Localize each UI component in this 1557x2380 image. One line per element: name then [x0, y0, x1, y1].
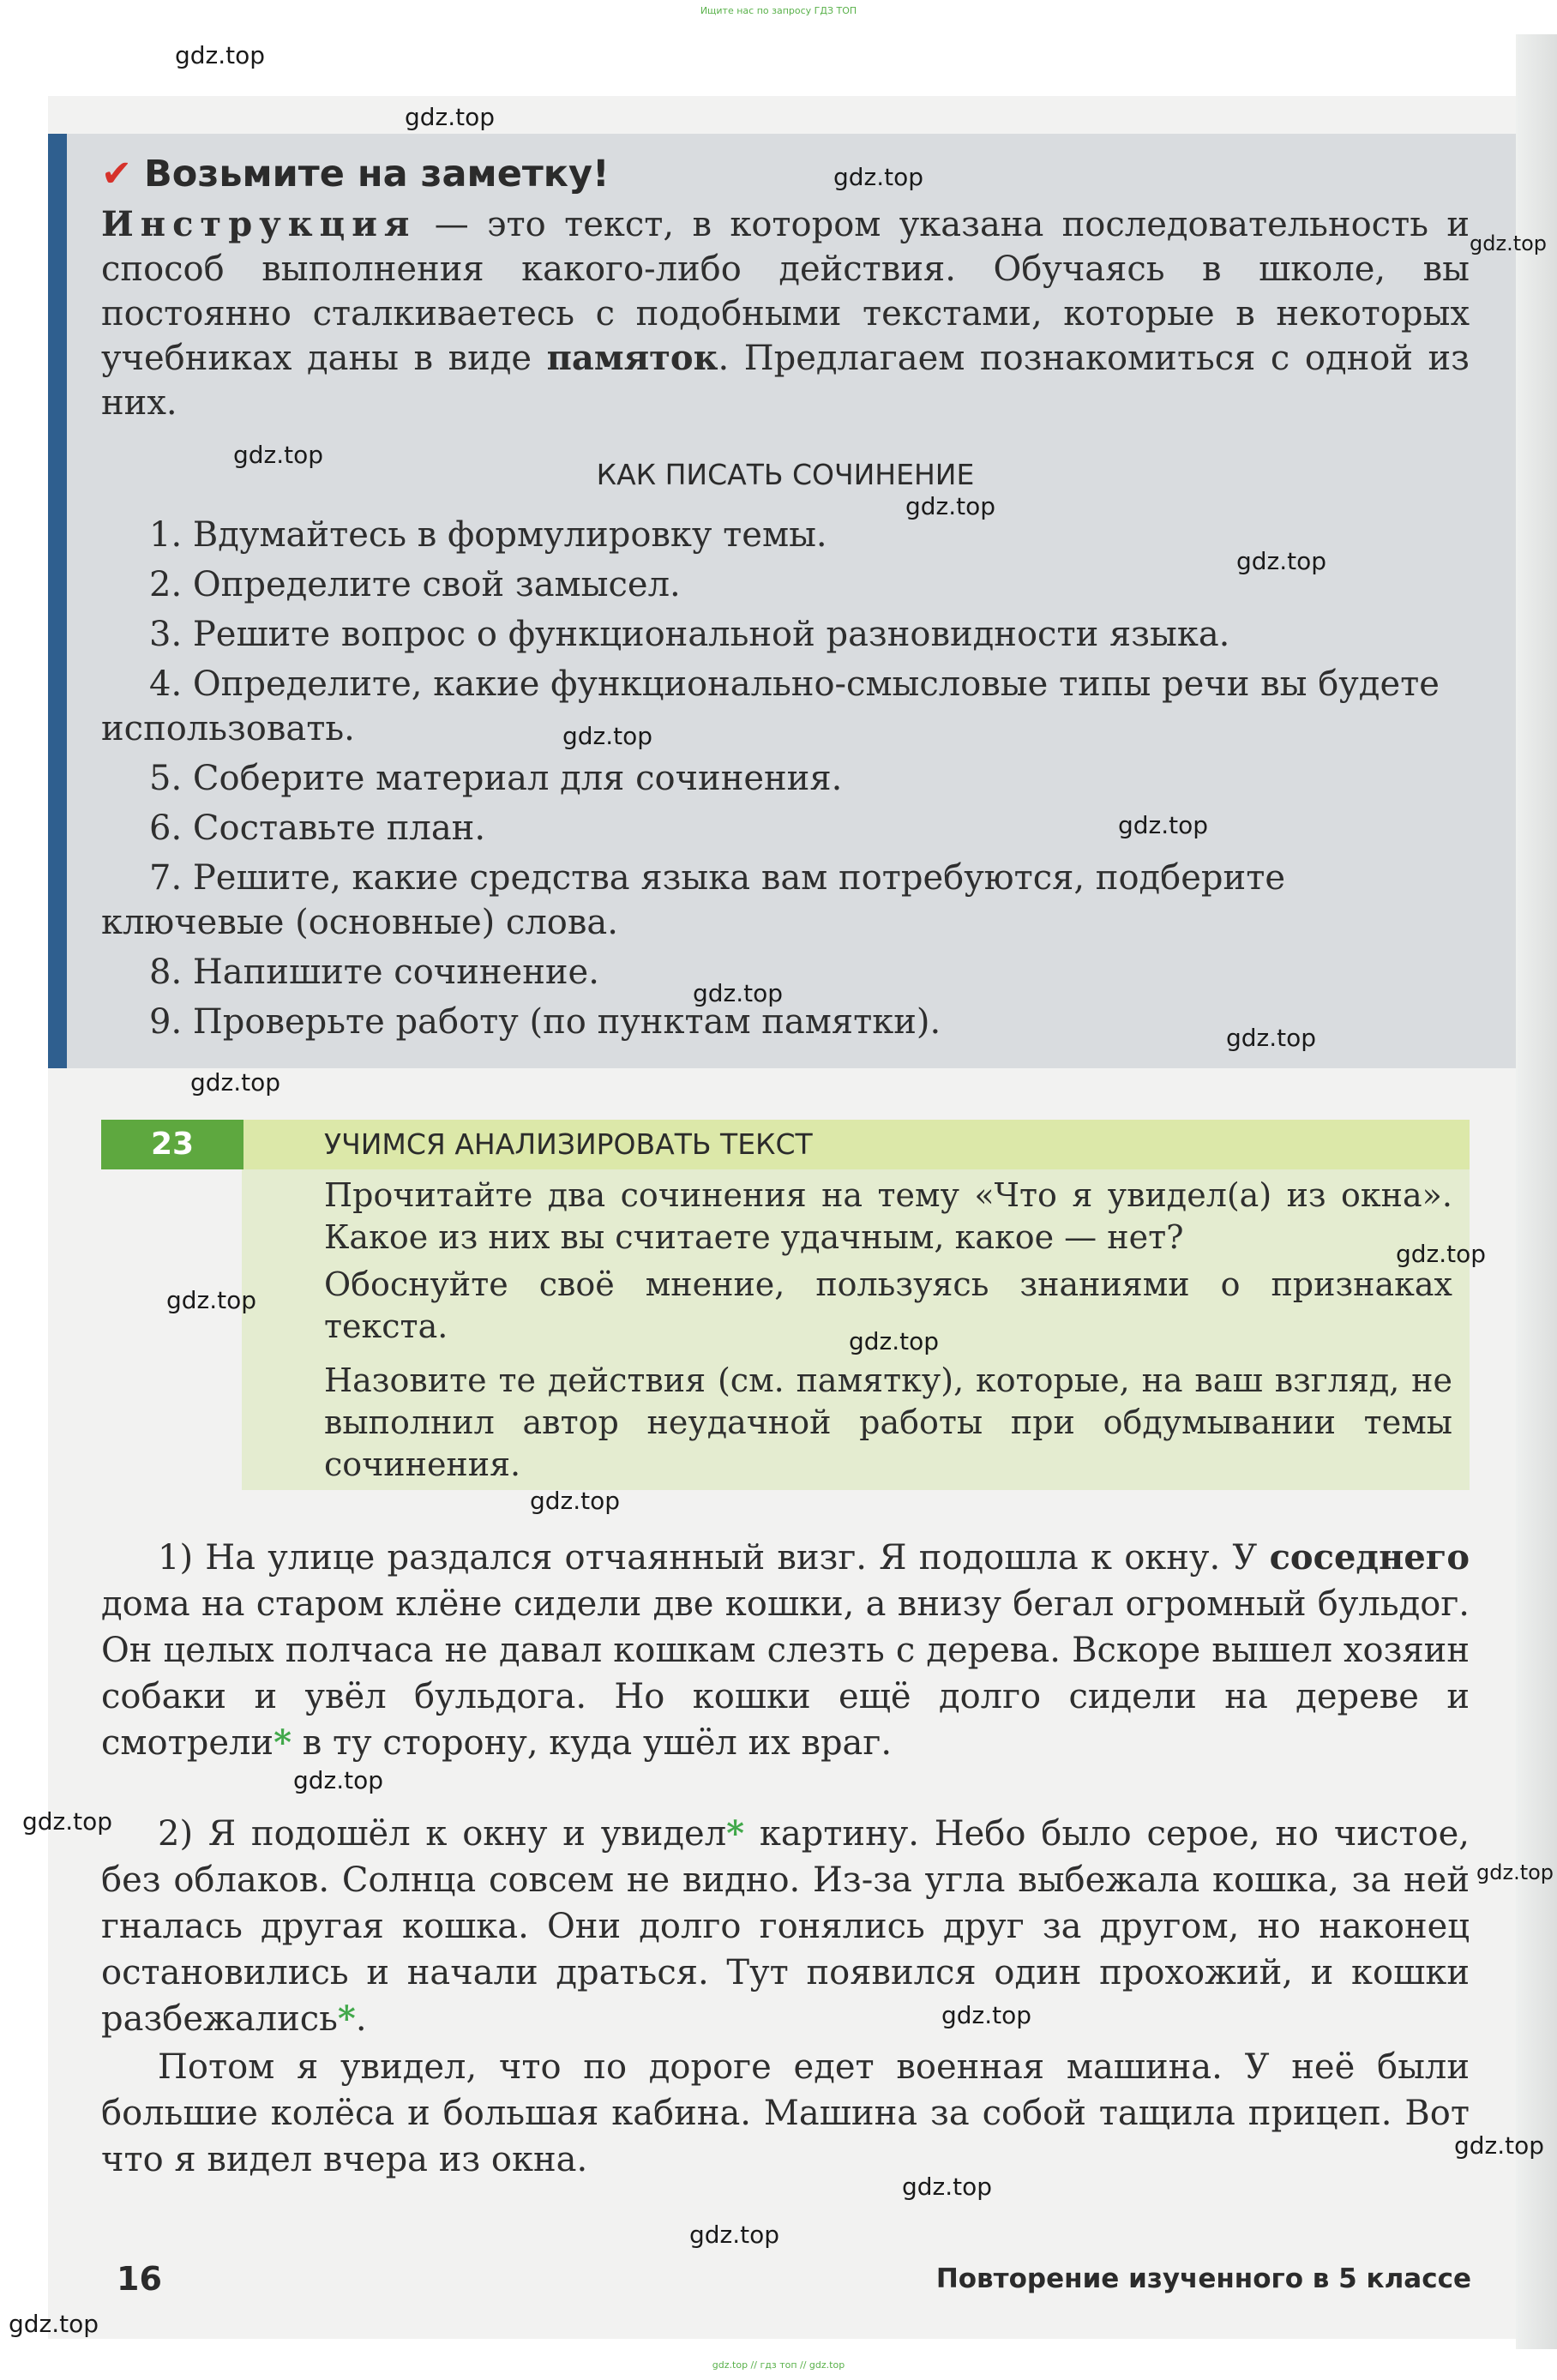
memo-item-number: 9. — [149, 1002, 183, 1042]
memo-item — [101, 662, 1470, 751]
task-text-3: Назовите те действия (см. памятку), которые, на ваш взгляд, не выполнил автор неудачной работы при обдумывании темы сочинения. — [324, 1361, 1452, 1483]
watermark: gdz.top — [405, 103, 496, 131]
page-number: 16 — [117, 2260, 162, 2298]
exercise-number: 23 — [101, 1120, 243, 1169]
task-text-2: Обоснуйте своё мнение, пользуясь знаниями о признаках текста. — [324, 1265, 1452, 1345]
bottom-banner: gdz.top // гдз топ // gdz.top — [712, 2359, 845, 2371]
memo-item-number: 7. — [149, 858, 183, 898]
memo-item-text: Соберите материал для сочинения. — [182, 759, 843, 798]
watermark: gdz.top — [190, 1068, 281, 1097]
watermark: gdz.top — [1476, 1860, 1554, 1884]
watermark: gdz.top — [1118, 811, 1209, 839]
watermark: gdz.top — [905, 492, 996, 520]
memo-item-text: Определите, какие функционально-смысловые типы речи вы будете использовать. — [101, 664, 1440, 748]
essay-1-text-b: дома на старом клёне сидели две кошки, а внизу бегал огромный бульдог. Он целых полчаса не давал кошкам слезть с дерева. Вскоре вышел хозяин собаки и увёл бульдога. Но кошки ещё долго сидели на дереве и смотрели — [101, 1584, 1470, 1763]
memo-item — [101, 756, 1470, 801]
note-text-2: . Предлагаем познакомиться с одной из них. — [101, 339, 1470, 423]
essay-1 — [101, 1535, 1470, 1766]
watermark: gdz.top — [233, 441, 324, 469]
task-text-1: Прочитайте два сочинения на тему «Что я увидел(а) из окна». Какое из них вы считаете удачным, какое — нет? — [324, 1176, 1452, 1256]
watermark: gdz.top — [1454, 2131, 1545, 2160]
footer-section-title: Повторение изученного в 5 классе — [935, 2263, 1471, 2294]
memo-heading: КАК ПИСАТЬ СОЧИНЕНИЕ — [596, 458, 975, 491]
note-title-text: Возьмите на заметку! — [144, 153, 610, 195]
memo-item-text: Напишите сочинение. — [182, 953, 599, 992]
watermark: gdz.top — [1470, 231, 1548, 255]
essay-2-text-a: 2) Я подошёл к окну и увидел — [158, 1814, 727, 1854]
memo-item-text: Решите, какие средства языка вам потребуются, подберите ключевые (основные) слова. — [101, 858, 1285, 942]
memo-item-text: Проверьте работу (по пунктам памятки). — [182, 1002, 941, 1042]
memo-item — [101, 612, 1470, 657]
watermark: gdz.top — [689, 2221, 780, 2249]
note-accent-bar — [48, 134, 67, 1068]
watermark: gdz.top — [562, 722, 653, 750]
memo-item-number: 4. — [149, 664, 183, 704]
watermark: gdz.top — [166, 1286, 257, 1314]
essay-2-text-b: картину. Небо было серое, но чистое, без облаков. Солнца совсем не видно. Из-за угла выбежала кошка, за ней гналась другая кошка. Они долго гонялись друг за другом, но наконец остановились и начали драться. Тут появился один прохожий, и кошки разбежались — [101, 1814, 1470, 2039]
memo-item-number: 5. — [149, 759, 183, 798]
watermark: gdz.top — [902, 2173, 993, 2201]
memo-item-number: 1. — [149, 515, 183, 555]
memo-item-text: Решите вопрос о функциональной разновидности языка. — [182, 615, 1230, 654]
asterisk-mark: * — [274, 1722, 292, 1763]
note-title — [101, 153, 610, 195]
note-paragraph — [101, 202, 1470, 425]
memo-item — [101, 856, 1470, 945]
essay-1-text-c: в ту сторону, куда ушёл их враг. — [292, 1723, 893, 1763]
memo-item — [101, 806, 1470, 850]
note-text-1: — это текст, в котором указана последовательность и способ выполнения какого-либо действия. Обучаясь в школе, вы постоянно сталкиваетесь с подобными текстами, которые в некоторых учебниках даны в виде — [101, 205, 1470, 378]
essay-2-continued: Потом я увидел, что по дороге едет военная машина. У неё были большие колёса и большая кабина. Машина за собой тащила прицеп. Вот что я видел вчера из окна. — [101, 2047, 1470, 2179]
asterisk-mark: * — [337, 1998, 356, 2039]
asterisk-mark: * — [726, 1813, 745, 1854]
memo-item-text: Вдумайтесь в формулировку темы. — [182, 515, 827, 555]
essay-2 — [101, 1811, 1470, 2042]
watermark: gdz.top — [849, 1327, 940, 1355]
watermark: gdz.top — [1226, 1024, 1317, 1052]
watermark: gdz.top — [941, 2001, 1032, 2029]
watermark: gdz.top — [175, 41, 266, 69]
watermark: gdz.top — [693, 979, 784, 1007]
watermark: gdz.top — [9, 2310, 99, 2338]
checkmark-icon: ✔ — [101, 153, 133, 195]
watermark: gdz.top — [293, 1766, 384, 1794]
essay-1-text-a: 1) На улице раздался отчаянный визг. Я подошла к окну. У — [158, 1538, 1270, 1578]
memo-item-number: 8. — [149, 953, 183, 992]
watermark: gdz.top — [1236, 547, 1327, 575]
watermark: gdz.top — [1396, 1240, 1487, 1268]
scan-edge — [1516, 34, 1557, 2349]
memo-item-text: Определите свой замысел. — [182, 565, 681, 604]
watermark: gdz.top — [530, 1487, 621, 1515]
essay-1-bold-word: соседнего — [1269, 1537, 1470, 1578]
bold-word-pamyatok: памяток — [546, 338, 718, 378]
term-instruction: Инструкция — [101, 204, 417, 244]
memo-item-number: 3. — [149, 615, 183, 654]
memo-item — [101, 950, 1470, 995]
memo-item-number: 2. — [149, 565, 183, 604]
memo-list — [101, 513, 1470, 1049]
memo-item-number: 6. — [149, 808, 183, 848]
exercise-title: УЧИМСЯ АНАЛИЗИРОВАТЬ ТЕКСТ — [324, 1127, 813, 1161]
watermark: gdz.top — [22, 1807, 113, 1836]
top-banner: Ищите нас по запросу ГДЗ ТОП — [700, 5, 857, 16]
essay-2-text-c: . — [355, 1999, 367, 2039]
memo-item-text: Составьте план. — [182, 808, 486, 848]
watermark: gdz.top — [833, 163, 924, 191]
